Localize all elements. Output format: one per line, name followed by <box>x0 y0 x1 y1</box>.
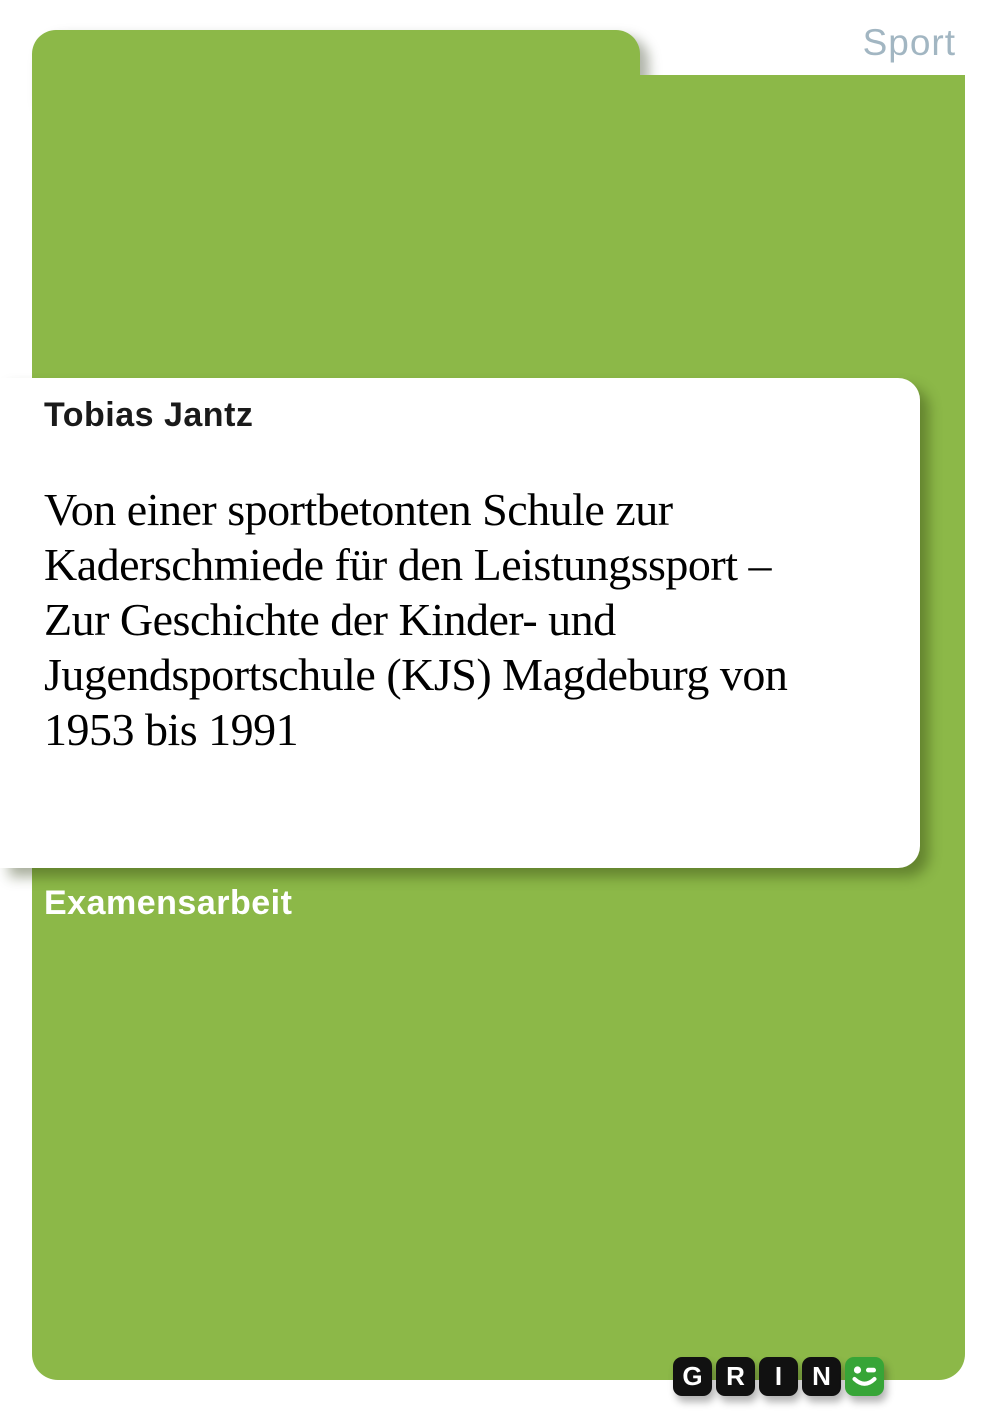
logo-letter-i: I <box>759 1357 798 1396</box>
title-line: 1953 bis 1991 <box>44 704 299 755</box>
logo-letter-n: N <box>802 1357 841 1396</box>
category-label: Sport <box>862 22 956 63</box>
smiley-icon <box>845 1357 884 1396</box>
title-line: Kaderschmiede für den Leistungssport – <box>44 539 772 590</box>
logo-letter-r: R <box>716 1357 755 1396</box>
book-title <box>44 482 880 757</box>
logo-letter-g: G <box>673 1357 712 1396</box>
title-line: Zur Geschichte der Kinder- und <box>44 594 616 645</box>
grin-publisher-logo <box>673 1357 884 1396</box>
title-line: Jugendsportschule (KJS) Magdeburg von <box>44 649 788 700</box>
title-line: Von einer sportbetonten Schule zur <box>44 484 673 535</box>
author-name: Tobias Jantz <box>44 396 254 434</box>
document-type-label: Examensarbeit <box>44 884 293 922</box>
title-panel <box>0 378 920 868</box>
